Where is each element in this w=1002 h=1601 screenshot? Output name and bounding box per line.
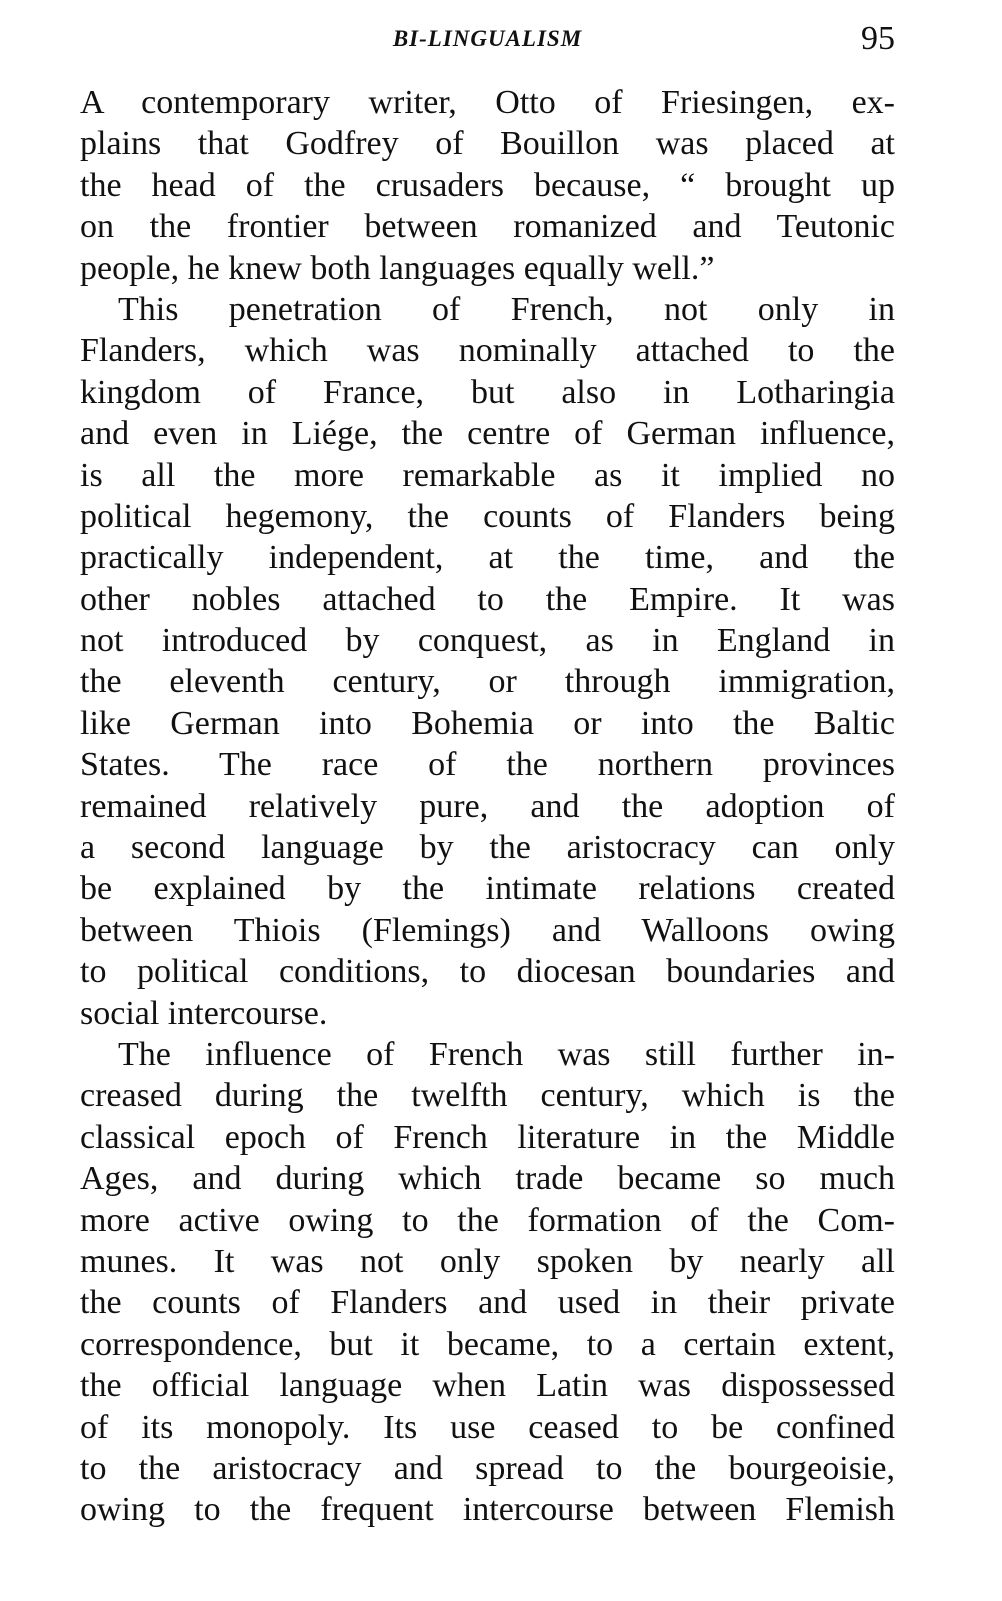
text-line: correspondence, but it became, to a certain extent, (80, 1325, 895, 1363)
text-line: States. The race of the northern provinces (80, 746, 895, 784)
running-title: BI-LINGUALISM (392, 26, 583, 51)
text-line: is all the more remarkable as it implied no (80, 456, 895, 494)
text-line: Ages, and during which trade became so much (80, 1160, 895, 1198)
text-line: be explained by the intimate relations created (80, 870, 895, 908)
text-line: to political conditions, to diocesan boundaries and (80, 953, 895, 991)
text-line: the head of the crusaders because, “ brought up (80, 166, 895, 204)
text-line: Flanders, which was nominally attached to the (80, 332, 895, 370)
text-line: the counts of Flanders and used in their private (80, 1284, 895, 1322)
text-line: more active owing to the formation of the Com- (80, 1201, 895, 1239)
text-line: plains that Godfrey of Bouillon was placed at (80, 125, 895, 163)
text-line: between Thiois (Flemings) and Walloons owing (80, 911, 895, 949)
text-line: like German into Bohemia or into the Baltic (80, 704, 895, 742)
text-line: not introduced by conquest, as in England in (80, 622, 895, 660)
text-line: creased during the twelfth century, which is the (80, 1077, 895, 1115)
text-line: political hegemony, the counts of Flanders being (80, 497, 895, 535)
running-head (80, 20, 895, 60)
text-line: and even in Liége, the centre of German influence, (80, 415, 895, 453)
text-line: the official language when Latin was dispossessed (80, 1367, 895, 1405)
text-line: A contemporary writer, Otto of Friesingen, ex- (80, 84, 895, 121)
body-text (80, 82, 895, 1531)
text-line: owing to the frequent intercourse between Flemish (80, 1491, 895, 1529)
text-line: practically independent, at the time, and the (80, 539, 895, 577)
text-line: a second language by the aristocracy can only (80, 829, 895, 867)
text-line: munes. It was not only spoken by nearly all (80, 1242, 895, 1280)
text-line: to the aristocracy and spread to the bourgeoisie, (80, 1449, 895, 1487)
text-line: The influence of French was still further in- (118, 1035, 895, 1073)
text-line: of its monopoly. Its use ceased to be confined (80, 1408, 895, 1446)
text-line: classical epoch of French literature in the Middle (80, 1118, 895, 1156)
text-line: This penetration of French, not only in (118, 290, 895, 328)
text-line: people, he knew both languages equally well.” (80, 249, 715, 287)
text-line: social intercourse. (80, 994, 328, 1032)
text-line: kingdom of France, but also in Lotharingia (80, 373, 895, 411)
text-line: the eleventh century, or through immigration, (80, 663, 895, 701)
text-line: on the frontier between romanized and Teutonic (80, 208, 895, 246)
text-line: remained relatively pure, and the adoption of (80, 787, 895, 825)
text-line: other nobles attached to the Empire. It was (80, 580, 895, 618)
page-number: 95 (861, 20, 895, 57)
